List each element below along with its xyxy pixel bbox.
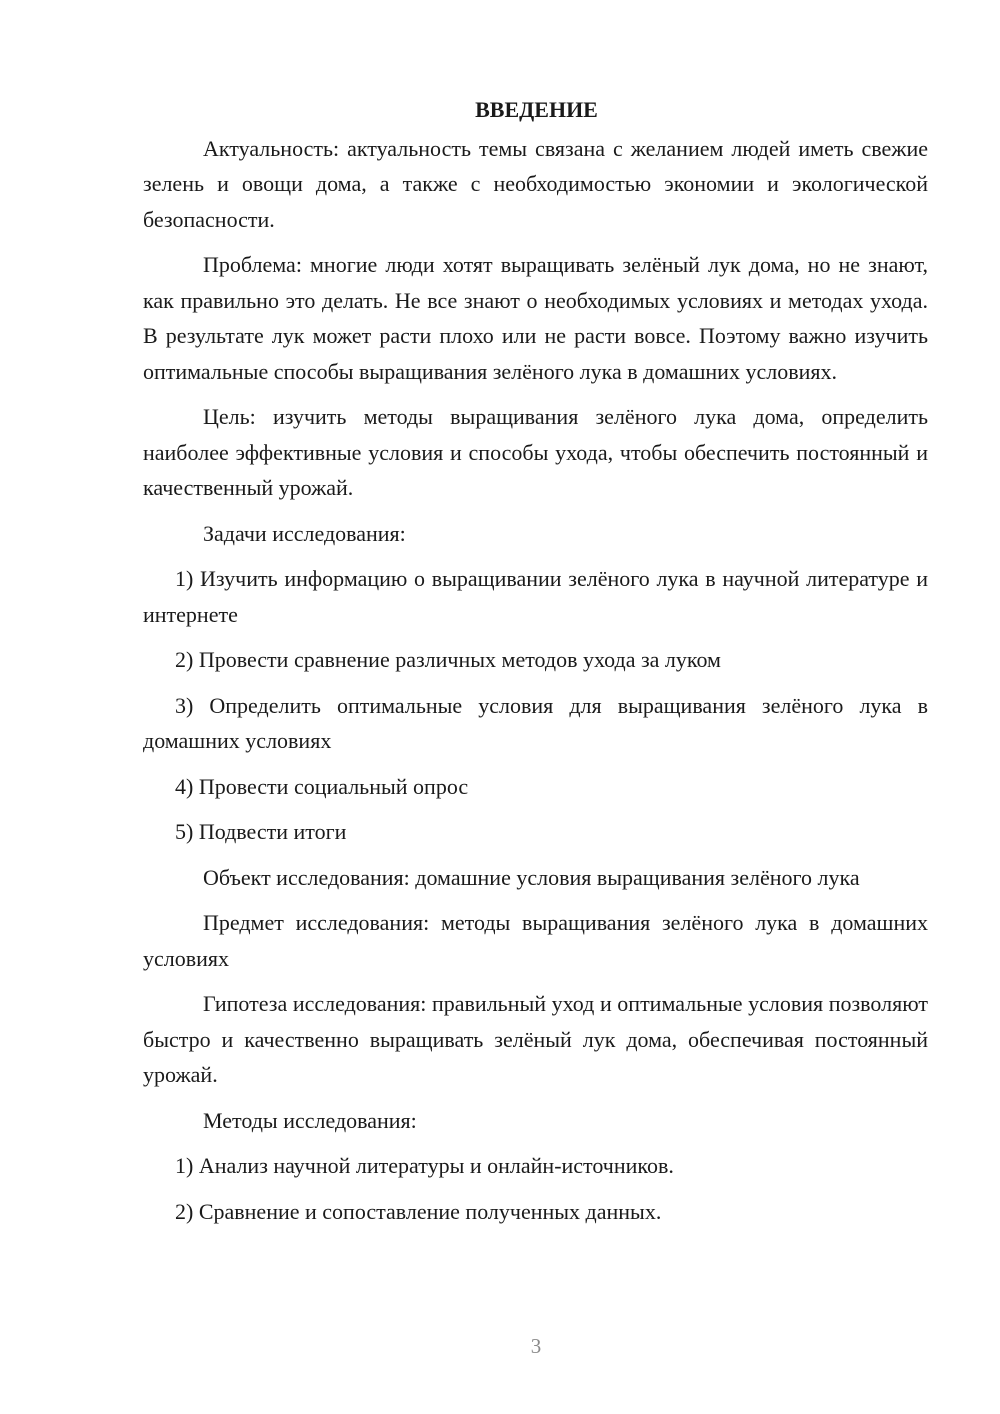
page-number: 3 [530,1334,542,1358]
section-title: ВВЕДЕНИЕ [475,97,598,122]
task-item: 3) Определить оптимальные условия для выращивания зелёного лука в домашних условиях [143,692,928,753]
subject-paragraph: Предмет исследования: методы выращивания зелёного лука в домашних условиях [143,910,928,971]
method-item: 2) Сравнение и сопоставление полученных данных. [175,1198,662,1224]
task-item: 4) Провести социальный опрос [175,773,469,799]
document-page [143,92,928,1239]
object-paragraph: Объект исследования: домашние условия выращивания зелёного лука [203,864,860,890]
problem-paragraph: Проблема: многие люди хотят выращивать зелёный лук дома, но не знают, как правильно это делать. Не все знают о необходимых условиях и методах ухода. В результате лук может расти плохо или не расти вовсе. Поэтому важно изучить оптимальные способы выращивания зелёного лука в домашних условиях. [143,252,928,384]
task-item: 1) Изучить информацию о выращивании зелёного лука в научной литературе и интернете [143,566,928,627]
task-item: 5) Подвести итоги [175,819,347,844]
methods-heading: Методы исследования: [203,1107,417,1133]
method-item: 1) Анализ научной литературы и онлайн-источников. [175,1153,674,1178]
goal-paragraph: Цель: изучить методы выращивания зелёного лука дома, определить наиболее эффективные условия и способы ухода, чтобы обеспечить постоянный и качественный урожай. [143,404,928,500]
hypothesis-paragraph: Гипотеза исследования: правильный уход и оптимальные условия позволяют быстро и качественно выращивать зелёный лук дома, обеспечивая постоянный урожай. [143,991,928,1087]
tasks-heading: Задачи исследования: [203,520,406,546]
task-item: 2) Провести сравнение различных методов ухода за луком [175,647,721,672]
relevance-paragraph: Актуальность: актуальность темы связана с желанием людей иметь свежие зелень и овощи дома, а также с необходимостью экономии и экологической безопасности. [143,135,928,232]
